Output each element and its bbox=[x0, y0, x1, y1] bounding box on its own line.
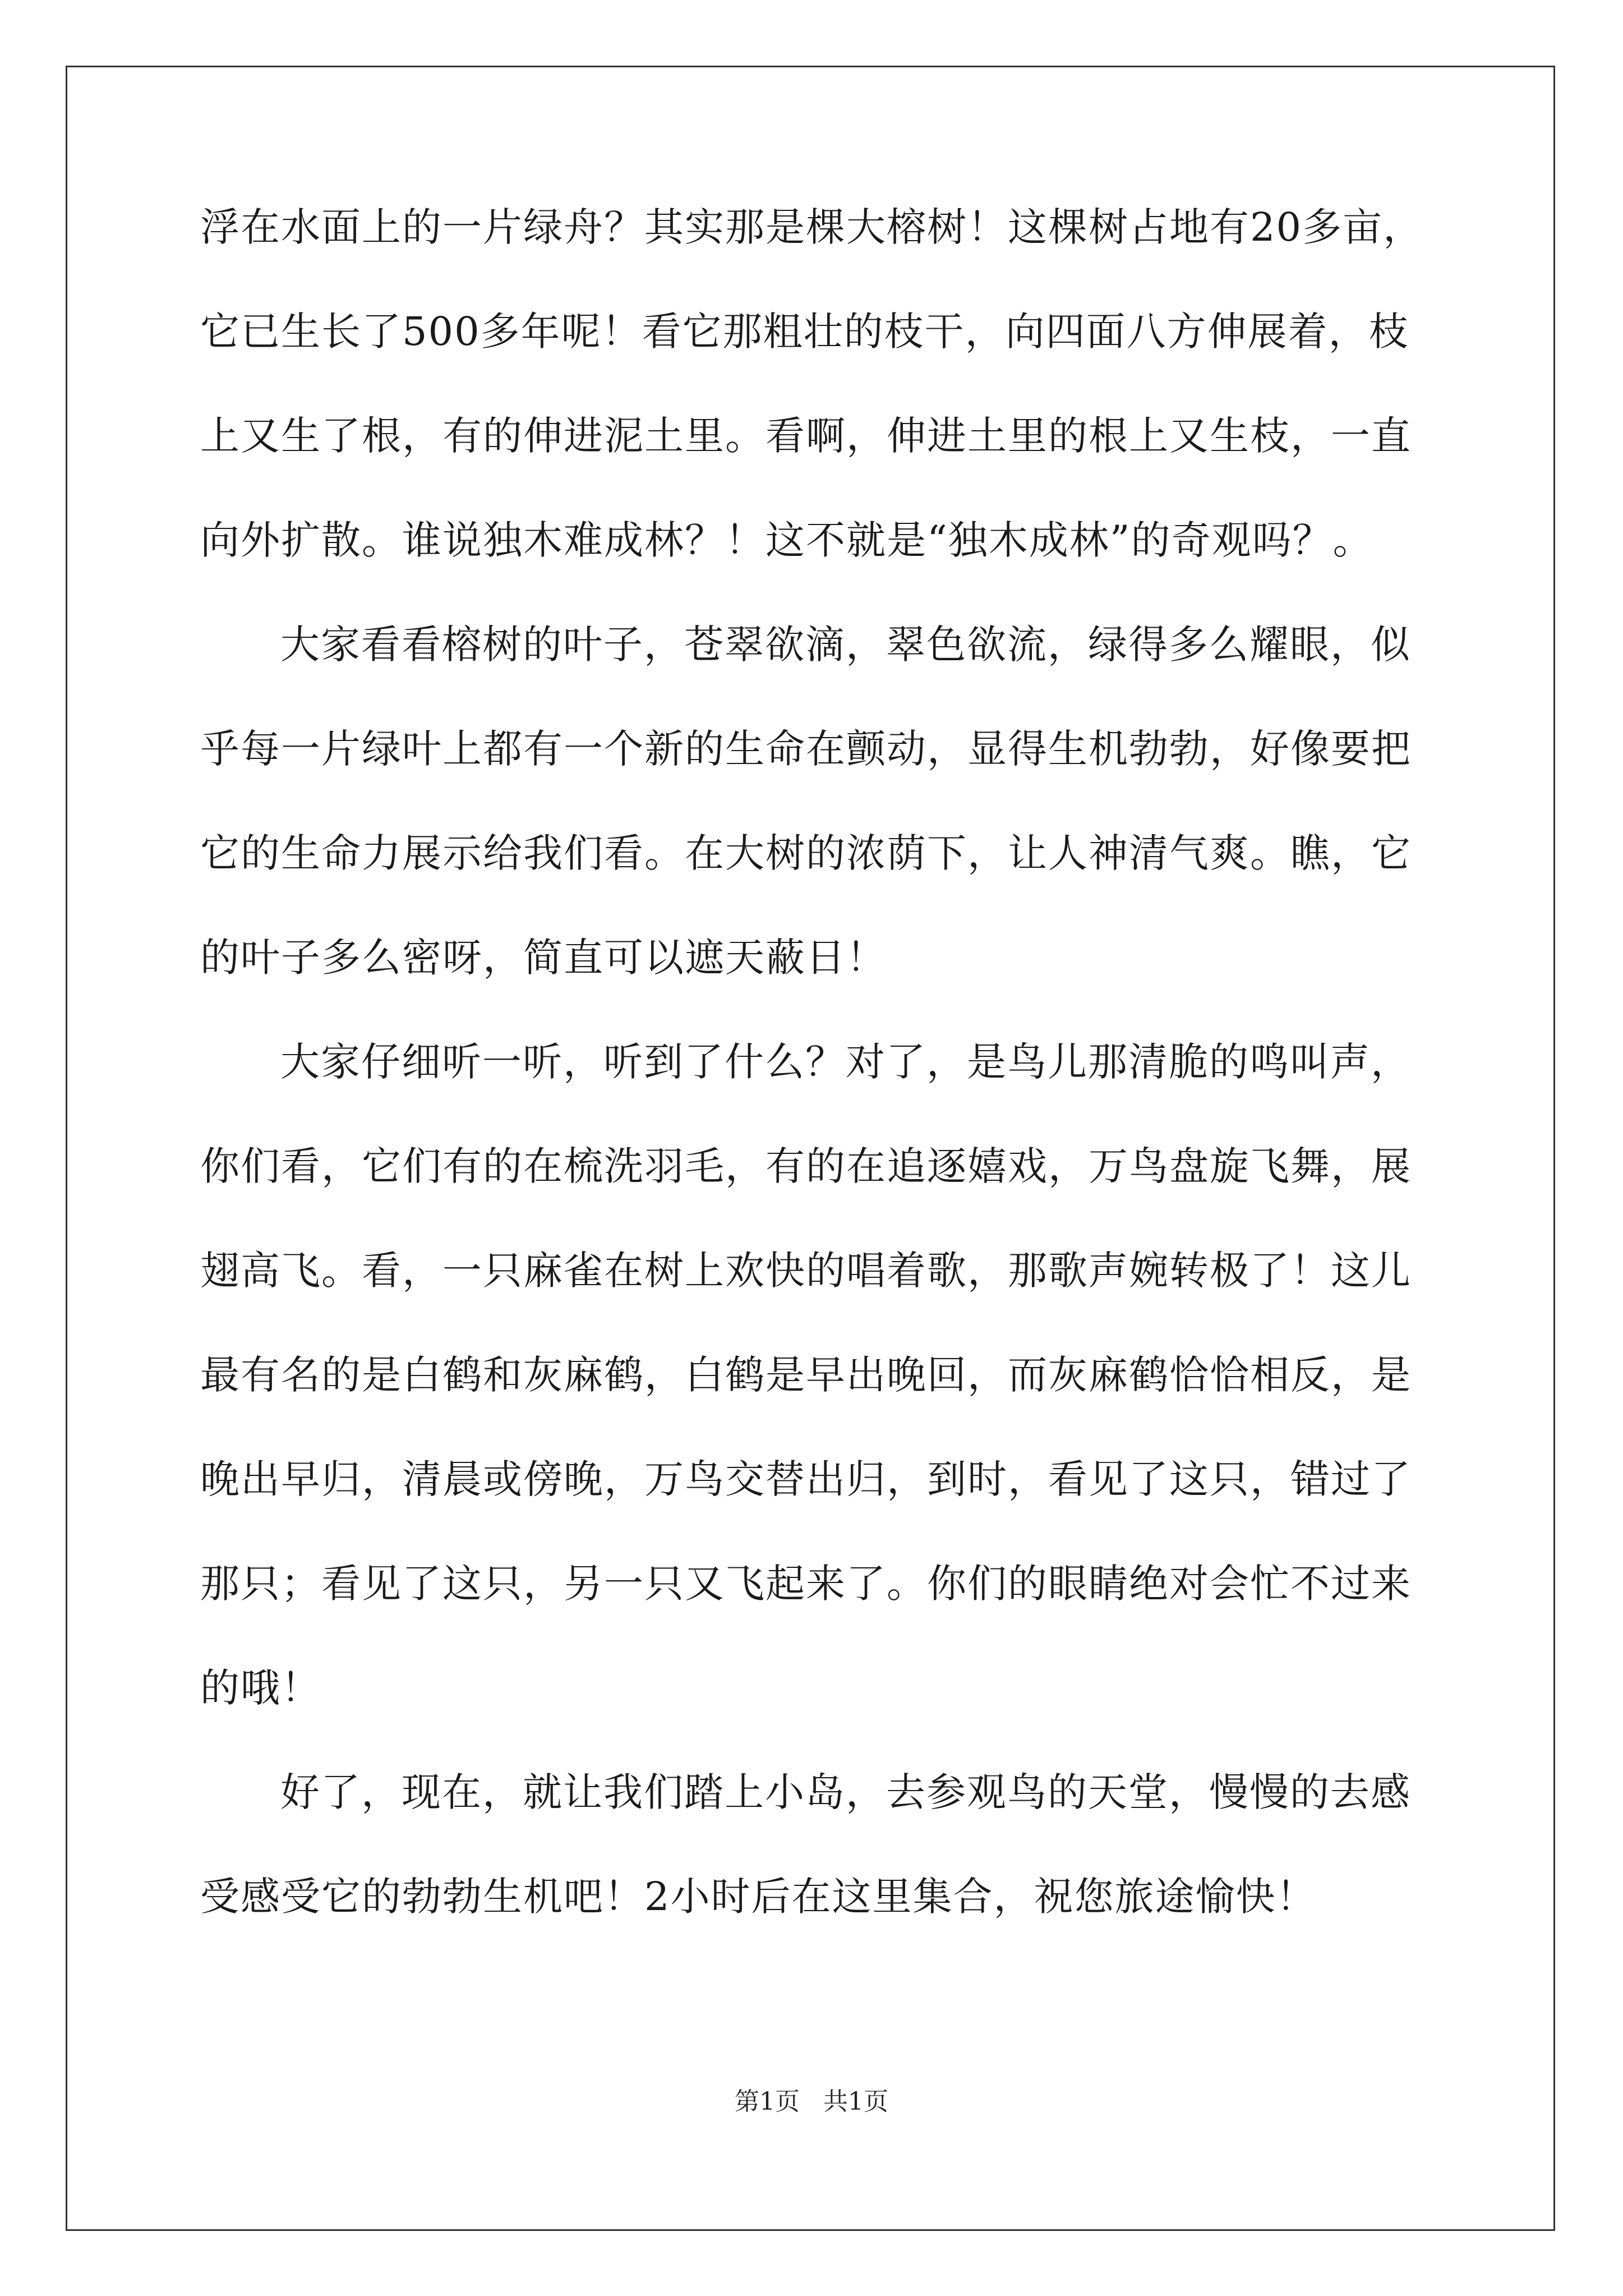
text-line: 那只；看见了这只，另一只又飞起来了。你们的眼睛绝对会忙不过来 bbox=[200, 1561, 1412, 1607]
text-line: 上又生了根，有的伸进泥土里。看啊，伸进土里的根上又生枝，一直 bbox=[200, 413, 1412, 459]
text-line: 受感受它的勃勃生机吧！2小时后在这里集合，祝您旅途愉快！ bbox=[200, 1874, 1317, 1920]
text-line: 大家看看榕树的叶子，苍翠欲滴，翠色欲流，绿得多么耀眼，似 bbox=[280, 622, 1411, 668]
text-line: 它已生长了500多年呢！看它那粗壮的枝干，向四面八方伸展着，枝 bbox=[200, 309, 1409, 355]
text-line: 向外扩散。谁说独木难成林？！这不就是“独木成林”的奇观吗？。 bbox=[200, 517, 1373, 563]
text-line: 晚出早归，清晨或傍晚，万鸟交替出归，到时，看见了这只，错过了 bbox=[200, 1456, 1412, 1502]
text-line: 浮在水面上的一片绿舟？其实那是棵大榕树！这棵树占地有20多亩， bbox=[200, 204, 1424, 250]
text-line: 乎每一片绿叶上都有一个新的生命在颤动，显得生机勃勃，好像要把 bbox=[200, 726, 1412, 772]
text-line: 翅高飞。看，一只麻雀在树上欢快的唱着歌，那歌声婉转极了！这儿 bbox=[200, 1248, 1412, 1294]
text-line: 的叶子多么密呀，简直可以遮天蔽日！ bbox=[200, 935, 887, 981]
document-body bbox=[200, 204, 1434, 1981]
text-line: 大家仔细听一听，听到了什么？对了，是鸟儿那清脆的鸣叫声， bbox=[280, 1039, 1411, 1085]
text-line: 你们看，它们有的在梳洗羽毛，有的在追逐嬉戏，万鸟盘旋飞舞，展 bbox=[200, 1143, 1412, 1189]
text-line: 的哦！ bbox=[200, 1665, 321, 1711]
text-line: 它的生命力展示给我们看。在大树的浓荫下，让人神清气爽。瞧，它 bbox=[200, 830, 1412, 876]
text-line: 好了，现在，就让我们踏上小岛，去参观鸟的天堂，慢慢的去感 bbox=[280, 1769, 1411, 1815]
page-number-footer: 第1页 共1页 bbox=[735, 2087, 888, 2116]
text-line: 最有名的是白鹤和灰麻鹤，白鹤是早出晚回，而灰麻鹤恰恰相反，是 bbox=[200, 1352, 1412, 1398]
